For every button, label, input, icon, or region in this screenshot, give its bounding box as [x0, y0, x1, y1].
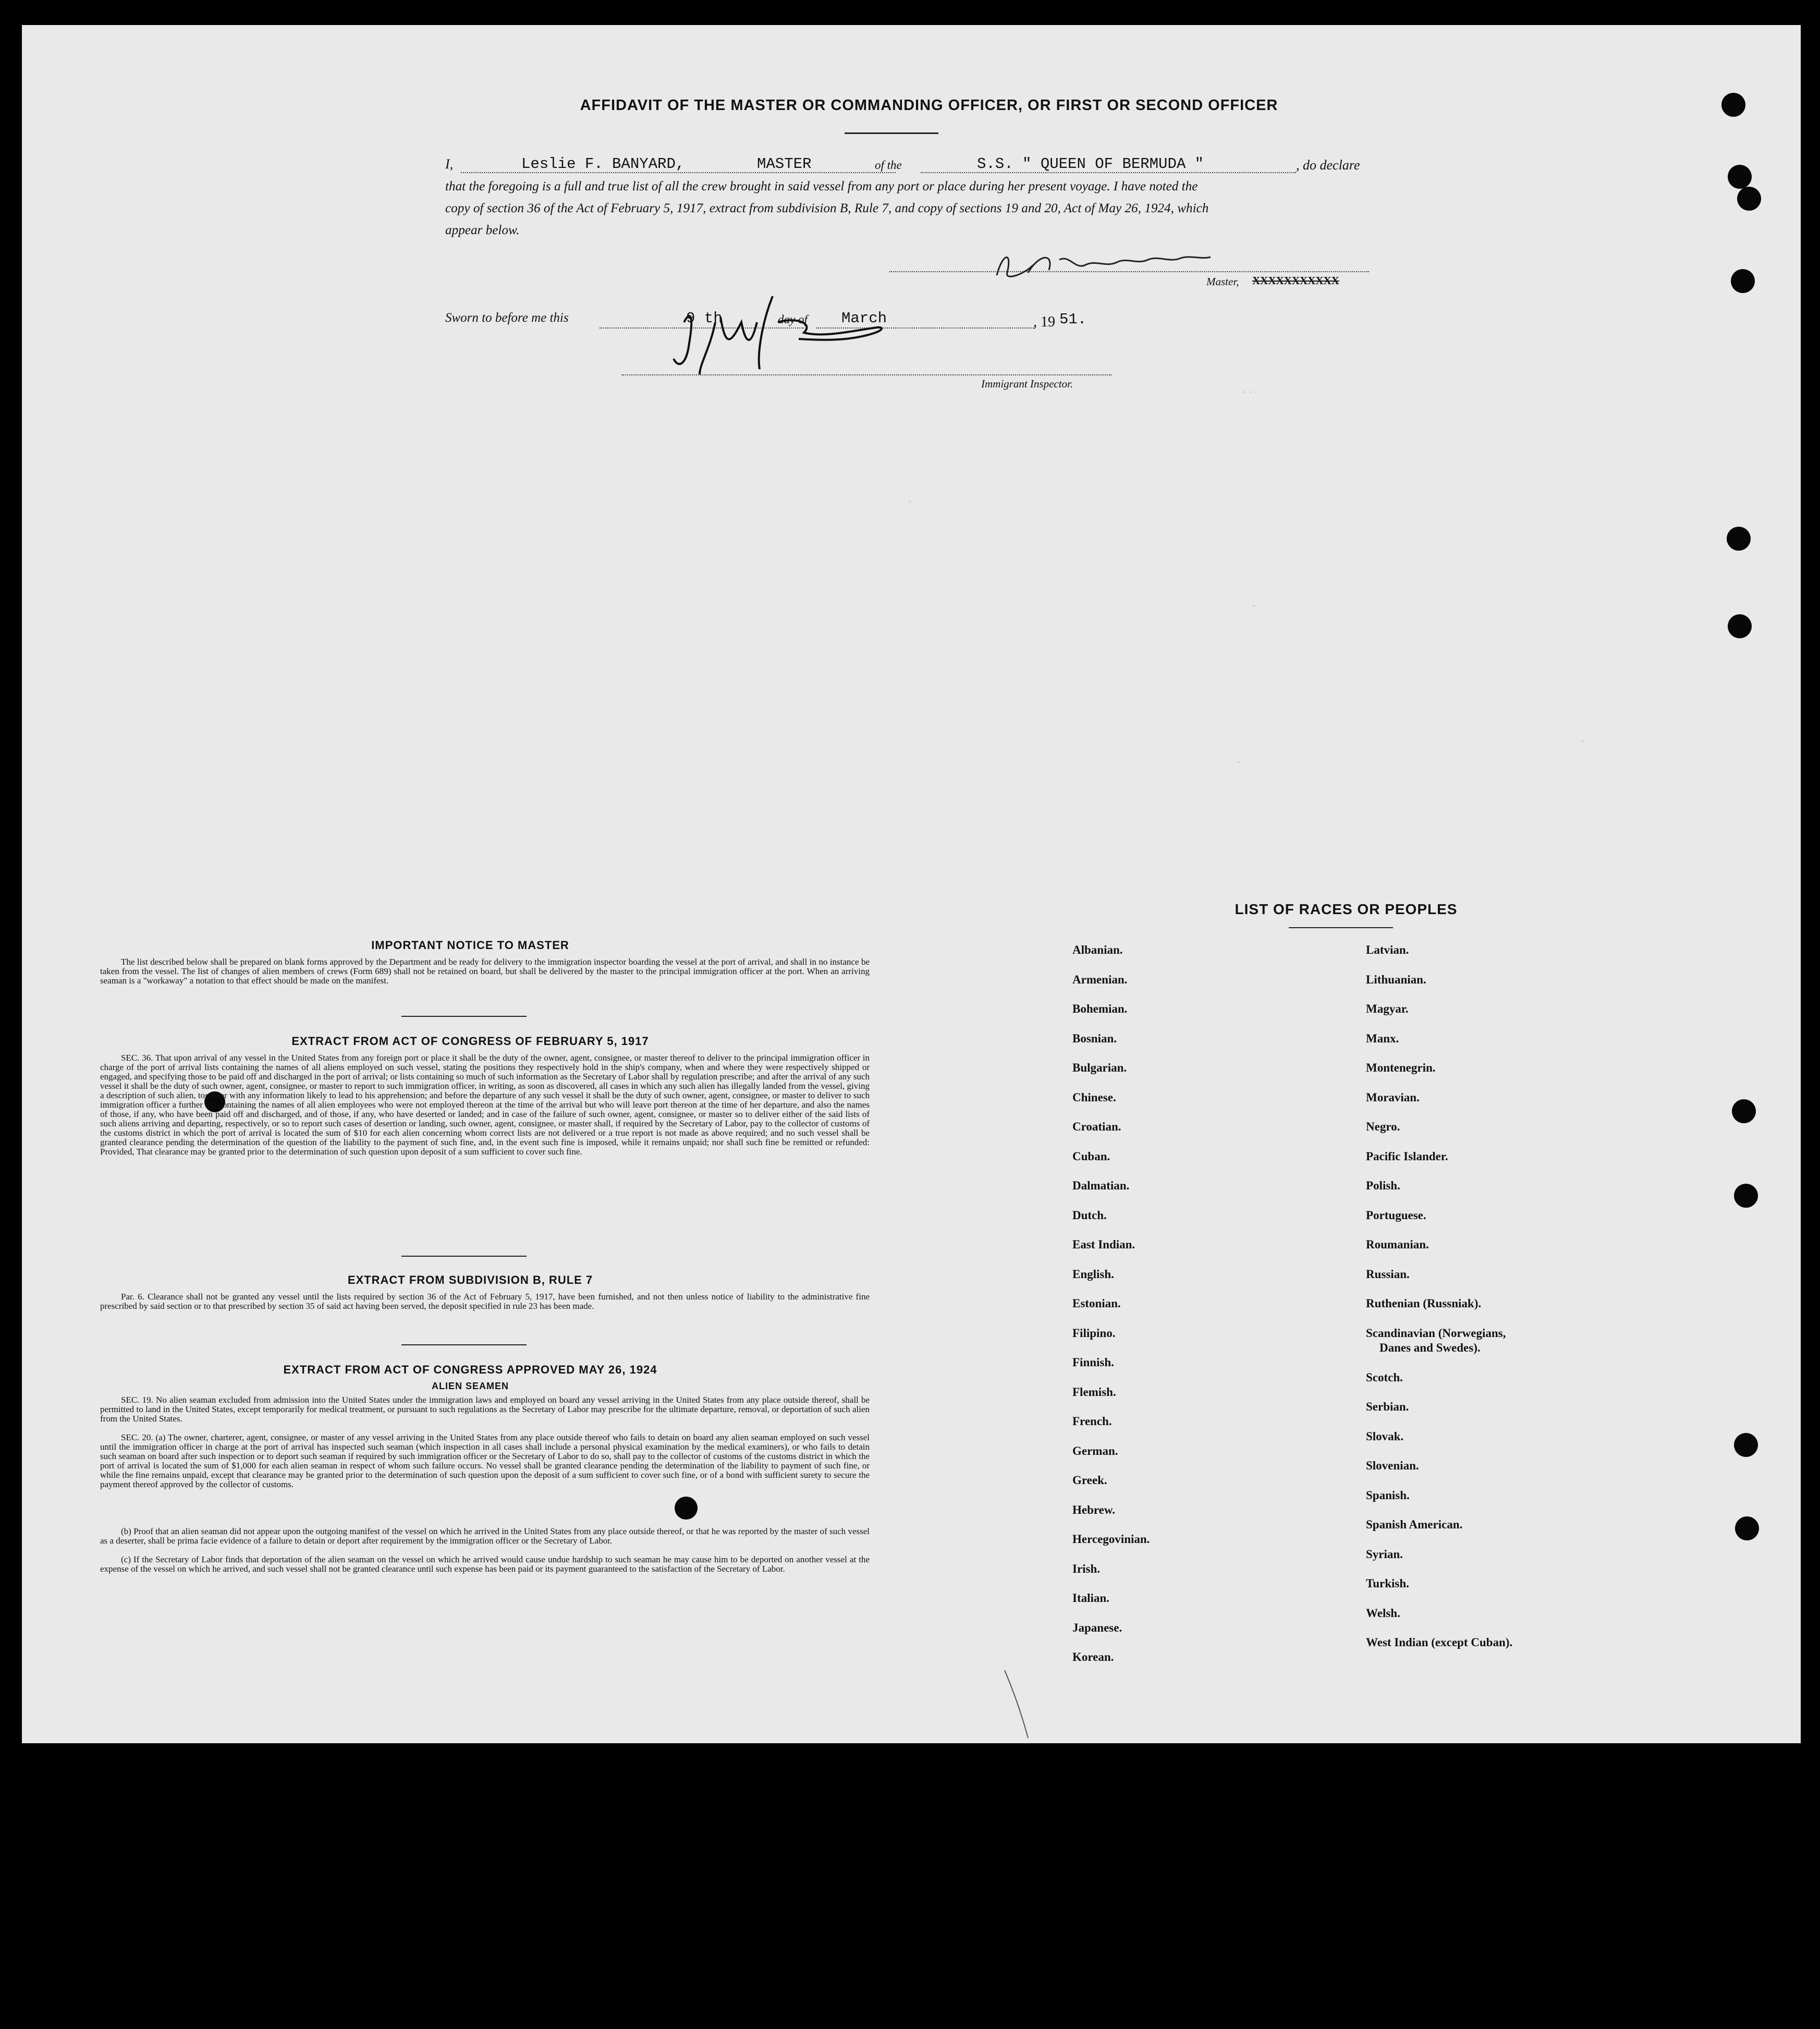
sec20a-text: SEC. 20. (a) The owner, charterer, agent, consignee, or master of any vessel arriving in the United States from any place outside thereof who fails to detain on board any alien seaman employed on such vessel until the immigration officer in charge at the port of arrival has inspected such seaman (which inspection in all cases shall include a personal physical examination by the medical examiners), or who fails to detain such seaman on board after such inspection or to deport such seaman if required by such immigration officer or the Secretary of Labor to do so, shall pay to the collector of customs of the customs district in which the port of arrival is located the sum of $1,000 for each alien seaman in respect of whom such failure occurs. No vessel shall be granted clearance pending the determination of the liability to payment of such fine, or while the fine remains unpaid, except that clearance may be granted prior to the determination of such question upon the deposit of a sum sufficient to cover such fine, or of a bond with sufficient surety to secure the payment thereof approved by the collector of customs. — [100, 1432, 870, 1489]
sec20b-text: (b) Proof that an alien seaman did not appear upon the outgoing manifest of the vessel on which he arrived in the United States from any place outside thereof, or that he was reported by the master of such vessel as a deserter, shall be prima facie evidence of a failure to detain or deport after requirement by the immigration officer or the Secretary of Labor. — [100, 1526, 870, 1546]
master-rank: MASTER — [757, 155, 812, 173]
divider — [401, 1256, 527, 1257]
sworn-label: Sworn to before me this — [445, 311, 569, 325]
punch-hole — [1728, 165, 1752, 189]
page-crease — [1002, 1668, 1033, 1741]
bleed-mark: · — [908, 494, 912, 507]
divider — [401, 1016, 527, 1017]
race-item: Welsh. — [1366, 1606, 1400, 1620]
bleed-mark: · — [1237, 755, 1241, 768]
master-name: Leslie F. BANYARD, — [521, 155, 685, 173]
punch-hole — [1734, 1433, 1758, 1457]
race-item: Albanian. — [1072, 943, 1123, 956]
document-page — [22, 25, 1801, 1743]
struck-officer-title: XXXXXXXXXXX — [1252, 274, 1339, 287]
race-item: Dutch. — [1072, 1208, 1107, 1222]
race-item: Turkish. — [1366, 1577, 1409, 1590]
bleed-mark: · — [1581, 734, 1585, 747]
race-item: Polish. — [1366, 1179, 1400, 1192]
do-declare: , do declare — [1296, 157, 1360, 173]
race-item: Slovenian. — [1366, 1459, 1419, 1472]
sworn-year: 51. — [1059, 311, 1087, 328]
race-item: Scotch. — [1366, 1370, 1403, 1384]
extract-1917-text: SEC. 36. That upon arrival of any vessel in the United States from any foreign port or place it shall be the duty of the owner, agent, consignee, or master thereof to deliver to the principal immigration officer in charge of the port of arrival lists containing the names of all aliens employed on such vessel, stating the positions they respectively hold in the ship's company, when and where they were respectively shipped or engaged, and specifying those to be paid off and discharged in the port of arrival; or lists containing so much of such information as the Secretary of Labor shall by regulation prescribe; and after the arrival of any such vessel it shall be the duty of such owner, agent, consignee, or master to report to such immigration officer, in writing, as soon as discovered, all cases in which any such alien has illegally landed from the vessel, giving a description of such alien, together with any information likely to lead to his apprehension; and before the departure of any such vessel it shall be the duty of such owner, agent, consignee, or master to deliver to such immigration officer a further list containing the names of all alien employees who were not employed thereon at the time of the arrival but who will leave port thereon at the time of her departure, and also the names of those, if any, who have been paid off and discharged, and of those, if any, who have deserted or landed; and in case of the failure of such owner, agent, consignee, or master so to deliver either of the said lists of such aliens arriving and departing, respectively, or so to report such cases of desertion or landing, such owner, agent, consignee, or master shall, if required by the Secretary of Labor, pay to the collector of customs of the customs district in which the port of arrival is located the sum of $10 for each alien concerning whom correct lists are not delivered or a true report is not made as above required; and no such vessel shall be granted clearance pending the determination of the question of the liability to the payment of such fine, and, in the event such fine is imposed, while it remains unpaid; nor shall such fine be remitted or refunded: Provided, That clearance may be granted prior to the determination of such question upon deposit of a sum sufficient to cover such fine. — [100, 1053, 870, 1157]
race-item-scandinavian: Scandinavian (Norwegians, — [1366, 1326, 1506, 1340]
punch-hole — [1737, 187, 1761, 211]
notice-title: IMPORTANT NOTICE TO MASTER — [371, 939, 569, 952]
race-item: Flemish. — [1072, 1385, 1116, 1399]
affidavit-line3: copy of section 36 of the Act of February 5, 1917, extract from subdivision B, Rule 7, and copy of sections 19 and 20, Act of May 26, 1924, which — [445, 201, 1209, 215]
rule7-text: Par. 6. Clearance shall not be granted any vessel until the lists required by section 36 of the Act of February 5, 1917, have been furnished, and not then unless notice of liability to the administrative fine prescribed by said section or to that prescribed by section 35 of said act having been served, the deposit specified in rule 23 has been made. — [100, 1292, 870, 1311]
punch-hole — [1732, 1099, 1756, 1123]
extract-1924-title: EXTRACT FROM ACT OF CONGRESS APPROVED MAY 26, 1924 — [283, 1363, 657, 1376]
inspector-signature-text — [700, 333, 767, 353]
divider — [401, 1344, 527, 1345]
punch-hole — [1728, 614, 1752, 638]
notice-text: The list described below shall be prepared on blank forms approved by the Department and be ready for delivery to the immigration inspector boarding the vessel at the port of arrival, and shall in no instance be taken from the vessel. The list of changes of alien members of crews (Form 689) shall not be retained on board, but shall be delivered by the master to the principal immigration officer at the port. When an arriving seaman is a "workaway" a notation to that effect should be made on the manifest. — [100, 957, 870, 986]
race-item: Negro. — [1366, 1120, 1400, 1133]
race-item: Montenegrin. — [1366, 1061, 1436, 1074]
affidavit-line4: appear below. — [445, 223, 520, 237]
bleed-mark: · — [1252, 599, 1256, 612]
race-item: Bulgarian. — [1072, 1061, 1127, 1074]
race-item: Filipino. — [1072, 1326, 1116, 1340]
affidavit-title: AFFIDAVIT OF THE MASTER OR COMMANDING OFFICER, OR FIRST OR SECOND OFFICER — [580, 97, 1278, 114]
punch-hole — [1731, 269, 1755, 293]
race-item: English. — [1072, 1267, 1114, 1281]
affidavit-i: I, — [445, 156, 454, 172]
rule7-title: EXTRACT FROM SUBDIVISION B, RULE 7 — [347, 1273, 593, 1286]
race-item: Moravian. — [1366, 1090, 1420, 1104]
race-item: Pacific Islander. — [1366, 1149, 1448, 1163]
race-item: Spanish American. — [1366, 1518, 1463, 1531]
race-item: Dalmatian. — [1072, 1179, 1130, 1192]
race-item: Slovak. — [1366, 1429, 1404, 1443]
race-item: Russian. — [1366, 1267, 1410, 1281]
inspector-label: Immigrant Inspector. — [981, 378, 1073, 390]
inspector-fill-line — [621, 374, 1111, 375]
races-title: LIST OF RACES OR PEOPLES — [1235, 901, 1458, 917]
race-item: French. — [1072, 1415, 1112, 1428]
of-the-label: of the — [875, 159, 902, 172]
race-item: German. — [1072, 1444, 1118, 1457]
title-rule — [845, 132, 938, 134]
extract-1924-subtitle: ALIEN SEAMEN — [431, 1381, 509, 1391]
race-item: Syrian. — [1366, 1547, 1403, 1561]
punch-hole — [1734, 1184, 1758, 1208]
race-item: Korean. — [1072, 1650, 1114, 1663]
race-item — [1366, 1326, 1512, 1370]
races-title-rule — [1289, 927, 1393, 928]
race-item: Cuban. — [1072, 1149, 1110, 1163]
race-item: Croatian. — [1072, 1120, 1121, 1133]
race-item: Roumanian. — [1366, 1238, 1429, 1251]
race-item: Spanish. — [1366, 1488, 1410, 1502]
race-item: Portuguese. — [1366, 1208, 1426, 1222]
race-item: Bosnian. — [1072, 1031, 1117, 1045]
extract-1917-title: EXTRACT FROM ACT OF CONGRESS OF FEBRUARY 5, 1917 — [291, 1035, 649, 1048]
race-item: Hercegovinian. — [1072, 1533, 1150, 1546]
punch-hole — [1721, 93, 1745, 117]
sworn-day: 9 th — [686, 310, 723, 327]
day-of-label: day of — [778, 313, 808, 326]
master-label: Master, — [1206, 275, 1239, 288]
race-item: Estonian. — [1072, 1297, 1121, 1310]
race-item: Latvian. — [1366, 943, 1409, 956]
race-item: Magyar. — [1366, 1002, 1409, 1015]
race-item-scandinavian-cont: Danes and Swedes). — [1379, 1341, 1481, 1354]
race-item: Lithuanian. — [1366, 973, 1426, 986]
race-item: Bohemian. — [1072, 1002, 1128, 1015]
vessel-name: S.S. " QUEEN OF BERMUDA " — [977, 155, 1204, 173]
year-prefix: , 19 — [1033, 314, 1055, 330]
sworn-month: March — [841, 310, 887, 327]
race-item: East Indian. — [1072, 1238, 1135, 1251]
punch-hole — [675, 1497, 698, 1520]
sec20c-text: (c) If the Secretary of Labor finds that deportation of the alien seaman on the vessel on which he arrived would cause undue hardship to such seaman he may cause him to be deported on another vessel at the expense of the vessel on which he arrived, and such vessel shall not be granted clearance until such expense has been paid or its payment guaranteed to the satisfaction of the Secretary of Labor. — [100, 1554, 870, 1574]
race-item: Finnish. — [1072, 1356, 1114, 1369]
punch-hole — [1727, 527, 1751, 551]
punch-hole — [1735, 1516, 1759, 1540]
races-right-column — [1366, 943, 1512, 1665]
race-item: Irish. — [1072, 1562, 1101, 1575]
race-item: Japanese. — [1072, 1621, 1122, 1634]
race-item: Italian. — [1072, 1591, 1109, 1605]
affidavit-line2: that the foregoing is a full and true list of all the crew brought in said vessel from any port or place during her present voyage. I have noted the — [445, 179, 1198, 193]
race-item: Serbian. — [1366, 1400, 1409, 1413]
race-item: Ruthenian (Russniak). — [1366, 1297, 1482, 1310]
sec19-text: SEC. 19. No alien seaman excluded from admission into the United States under the immigration laws and employed on board any vessel arriving in the United States from any place outside thereof, shall be permitted to land in the United States, except temporarily for medical treatment, or pursuant to such regulations as the Secretary of Labor may prescribe for the ultimate departure, removal, or deportation of such alien from the United States. — [100, 1395, 870, 1424]
bleed-mark: · · — [1242, 385, 1253, 398]
race-item: Manx. — [1366, 1031, 1399, 1045]
race-item: Hebrew. — [1072, 1503, 1115, 1516]
master-signature-text — [1012, 253, 1105, 273]
race-item: Chinese. — [1072, 1090, 1116, 1104]
race-item: West Indian (except Cuban). — [1366, 1636, 1513, 1649]
race-item: Armenian. — [1072, 973, 1128, 986]
races-left-column — [1072, 943, 1150, 1680]
race-item: Greek. — [1072, 1474, 1107, 1487]
